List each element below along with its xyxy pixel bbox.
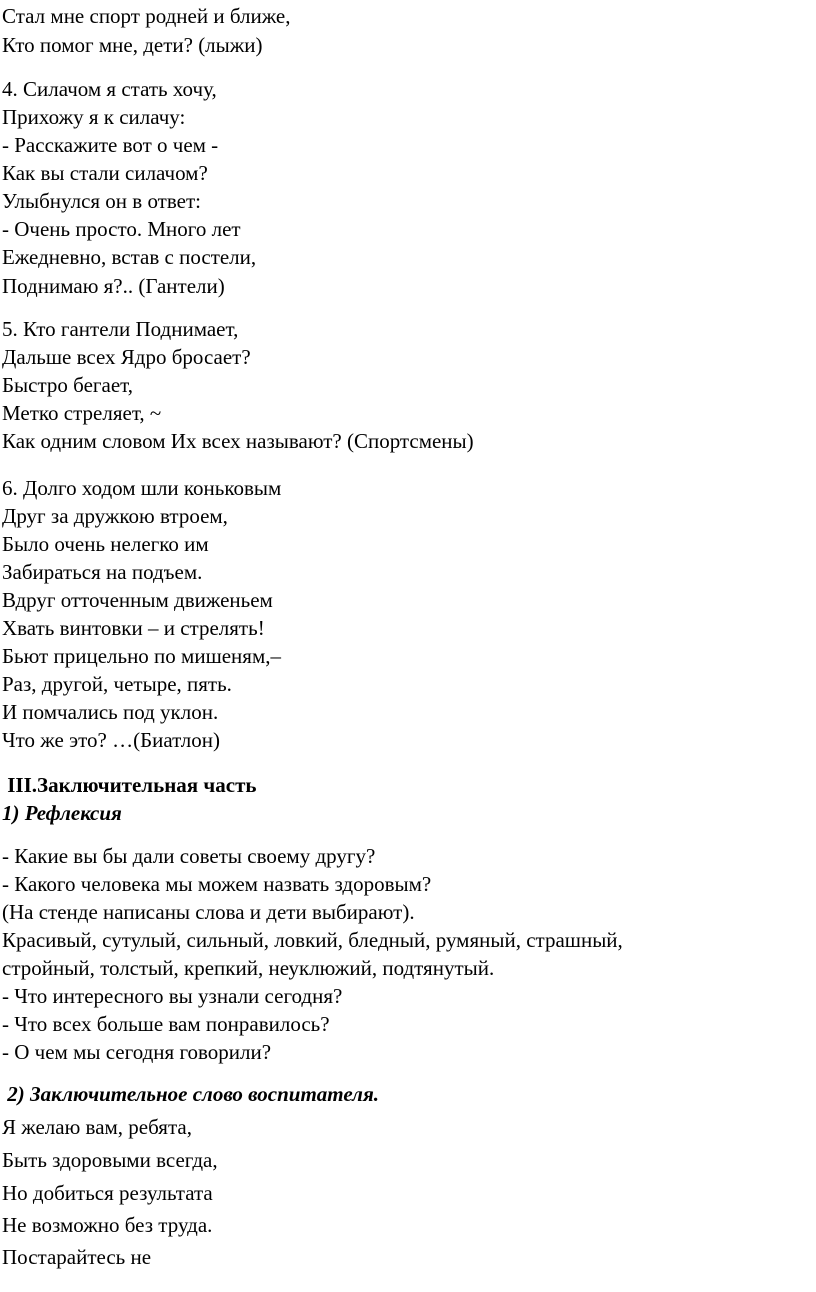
text-line: Друг за дружкою втроем, [2, 504, 228, 528]
text-line: Дальше всех Ядро бросает? [2, 345, 251, 369]
text-line: Поднимаю я?.. (Гантели) [2, 274, 225, 298]
text-line: - Какого человека мы можем назвать здоровым? [2, 872, 432, 896]
text-line: Не возможно без труда. [2, 1213, 213, 1237]
text-line: Бьют прицельно по мишеням,– [2, 644, 281, 668]
text-line: (На стенде написаны слова и дети выбирают). [2, 900, 415, 924]
text-line: Было очень нелегко им [2, 532, 209, 556]
text-line: Раз, другой, четыре, пять. [2, 672, 232, 696]
text-line: Красивый, сутулый, сильный, ловкий, бледный, румяный, страшный, [2, 928, 623, 952]
text-line: Забираться на подъем. [2, 560, 203, 584]
text-line: - Расскажите вот о чем - [2, 133, 219, 157]
text-line: - О чем мы сегодня говорили? [2, 1040, 272, 1064]
text-line: Быть здоровыми всегда, [2, 1148, 218, 1172]
text-line: Вдруг отточенным движеньем [2, 588, 273, 612]
text-line: 4. Силачом я стать хочу, [2, 77, 217, 101]
text-line: Ежедневно, встав с постели, [2, 245, 257, 269]
text-line: Как вы стали силачом? [2, 161, 208, 185]
text-line: Что же это? …(Биатлон) [2, 728, 221, 752]
text-line: 5. Кто гантели Поднимает, [2, 317, 239, 341]
text-line: - Очень просто. Много лет [2, 217, 241, 241]
text-line: Как одним словом Их всех называют? (Спортсмены) [2, 429, 474, 453]
text-line: - Что интересного вы узнали сегодня? [2, 984, 343, 1008]
text-line: - Какие вы бы дали советы своему другу? [2, 844, 376, 868]
text-line: И помчались под уклон. [2, 700, 219, 724]
text-line: Стал мне спорт родней и ближе, [2, 4, 291, 28]
text-line: Но добиться результата [2, 1181, 213, 1205]
text-line: Улыбнулся он в ответ: [2, 189, 201, 213]
subsection-heading: 2) Заключительное слово воспитателя. [2, 1082, 380, 1106]
text-line: Метко стреляет, ~ [2, 401, 162, 425]
text-line: 6. Долго ходом шли коньковым [2, 476, 282, 500]
text-line: - Что всех больше вам понравилось? [2, 1012, 330, 1036]
text-line: Быстро бегает, [2, 373, 134, 397]
text-line: Я желаю вам, ребята, [2, 1115, 192, 1139]
subsection-heading: 1) Рефлексия [2, 801, 122, 825]
text-line: Прихожу я к силачу: [2, 105, 186, 129]
section-heading: III.Заключительная часть [2, 773, 257, 797]
text-line: стройный, толстый, крепкий, неуклюжий, подтянутый. [2, 956, 495, 980]
text-line: Кто помог мне, дети? (лыжи) [2, 33, 263, 57]
text-line: Постарайтесь не [2, 1245, 152, 1269]
text-line: Хвать винтовки – и стрелять! [2, 616, 265, 640]
